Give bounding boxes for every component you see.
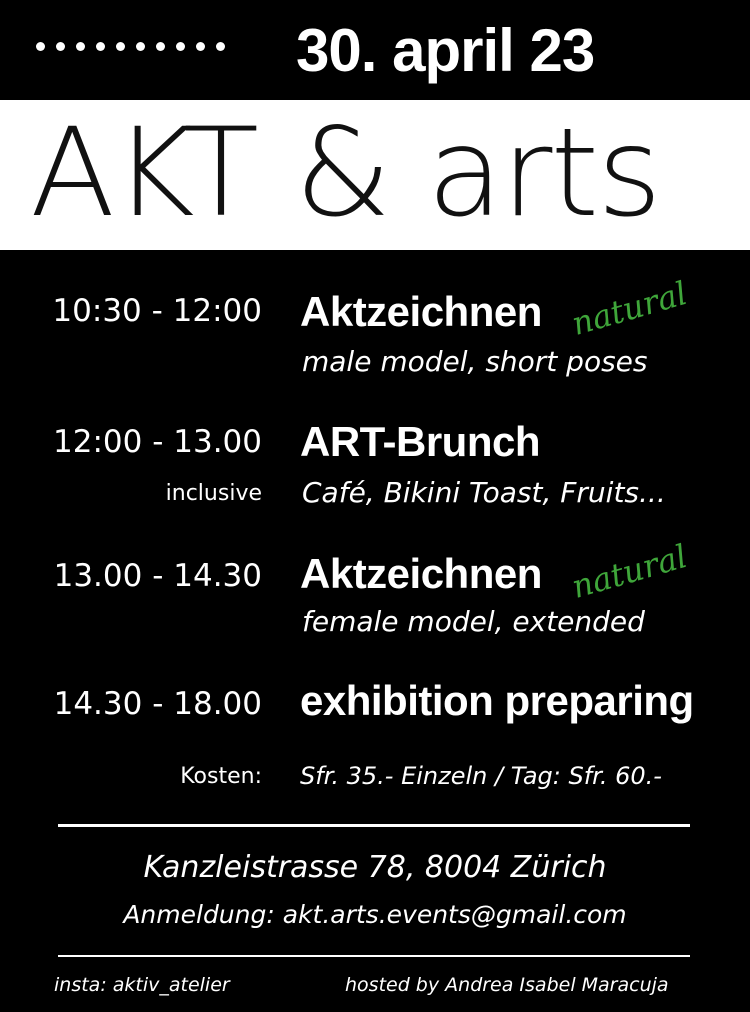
schedule-note: inclusive — [165, 481, 262, 506]
divider — [58, 955, 690, 957]
schedule-event: exhibition preparing — [300, 677, 694, 724]
schedule-time: 14.30 - 18.00 — [53, 686, 262, 722]
schedule-time: 13.00 - 14.30 — [53, 558, 262, 594]
registration-email: Anmeldung: akt.arts.events@gmail.com — [123, 900, 627, 929]
cost-label: Kosten: — [180, 764, 262, 789]
schedule-time: 10:30 - 12:00 — [52, 293, 262, 329]
schedule-description: male model, short poses — [302, 345, 648, 378]
schedule-description: Café, Bikini Toast, Fruits... — [302, 476, 666, 509]
schedule-event: Aktzeichnen — [300, 288, 542, 335]
event-date: 30. april 23 — [296, 17, 595, 84]
schedule-event: Aktzeichnen — [300, 550, 542, 597]
header-bar — [0, 0, 750, 100]
natural-tag: natural — [567, 274, 692, 343]
schedule-description: female model, extended — [302, 605, 645, 638]
page-title: AKT & arts — [30, 102, 660, 244]
decorative-dots — [36, 42, 225, 51]
natural-tag: natural — [567, 537, 692, 606]
schedule-event: ART-Brunch — [300, 418, 540, 465]
cost-value: Sfr. 35.- Einzeln / Tag: Sfr. 60.- — [300, 762, 662, 790]
address: Kanzleistrasse 78, 8004 Zürich — [143, 850, 607, 885]
host-credit: hosted by Andrea Isabel Maracuja — [345, 974, 669, 996]
schedule-time: 12:00 - 13.00 — [53, 424, 262, 460]
instagram-handle: insta: aktiv_atelier — [54, 974, 230, 996]
divider — [58, 824, 690, 827]
